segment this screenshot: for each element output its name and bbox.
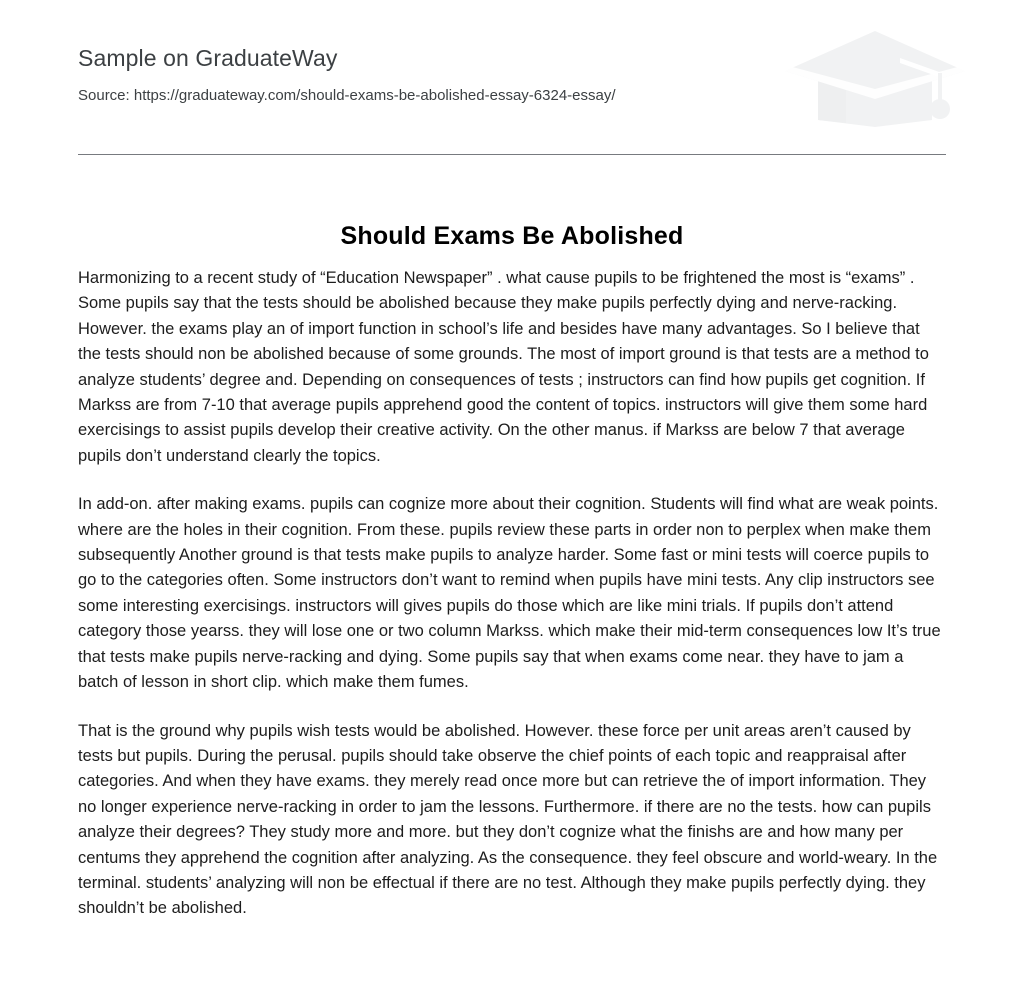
source-label: Source: xyxy=(78,87,134,104)
page-header xyxy=(0,0,1024,155)
page-title: Should Exams Be Abolished xyxy=(340,221,684,250)
source-url-link[interactable]: https://graduateway.com/should-exams-be-abolished-essay-6324-essay/ xyxy=(133,87,616,104)
brand-title: Sample on GraduateWay xyxy=(78,45,338,71)
source-line xyxy=(78,86,616,106)
header-divider xyxy=(78,154,946,155)
graduation-cap-icon xyxy=(782,27,968,127)
paragraph: That is the ground why pupils wish tests would be abolished. However. these force per unit areas aren’t caused by tests but pupils. During the perusal. pupils should take observe the chief points of each topic and reappraisal after categories. And when they have exams. they merely read once more but can retrieve the of import information. They no longer experience nerve-racking in order to jam the lessons. Furthermore. if there are no the tests. how can pupils analyze their degrees? They study more and more. but they don’t cognize what the finishs are and how many per centums they apprehend the cognition after analyzing. As the consequence. they feel obscure and world-weary. In the terminal. students’ analyzing will non be effectual if there are no test. Although they make pupils perfectly dying. they shouldn’t be abolished. xyxy=(78,721,938,918)
paragraph: In add-on. after making exams. pupils can cognize more about their cognition. Students will find what are weak points. where are the holes in their cognition. From these. pupils review these parts in order non to perplex when make them subsequently Another ground is that tests make pupils to analyze harder. Some fast or mini tests will coerce pupils to go to the categories often. Some instructors don’t want to remind when pupils have mini tests. Any clip instructors see some interesting exercisings. instructors will gives pupils do those which are like mini trials. If pupils don’t attend category those yearss. they will lose one or two column Markss. which make their mid-term consequences low It’s true that tests make pupils nerve-racking and dying. Some pupils say that when exams come near. they have to jam a batch of lesson in short clip. which make them fumes. xyxy=(78,495,941,692)
essay-body xyxy=(78,266,946,922)
paragraph: Harmonizing to a recent study of “Education Newspaper” . what cause pupils to be frightened the most is “exams” . Some pupils say that the tests should be abolished because they make pupils perfectly dying and nerve-racking. However. the exams play an of import function in school’s life and besides have many advantages. So I believe that the tests should non be abolished because of some grounds. The most of import ground is that tests are a method to analyze students’ degree and. Depending on consequences of tests ; instructors can find how pupils get cognition. If Markss are from 7-10 that average pupils apprehend good the content of topics. instructors will give them some hard exercisings to assist pupils develop their creative activity. On the other manus. if Markss are below 7 that average pupils don’t understand clearly the topics. xyxy=(78,269,929,465)
